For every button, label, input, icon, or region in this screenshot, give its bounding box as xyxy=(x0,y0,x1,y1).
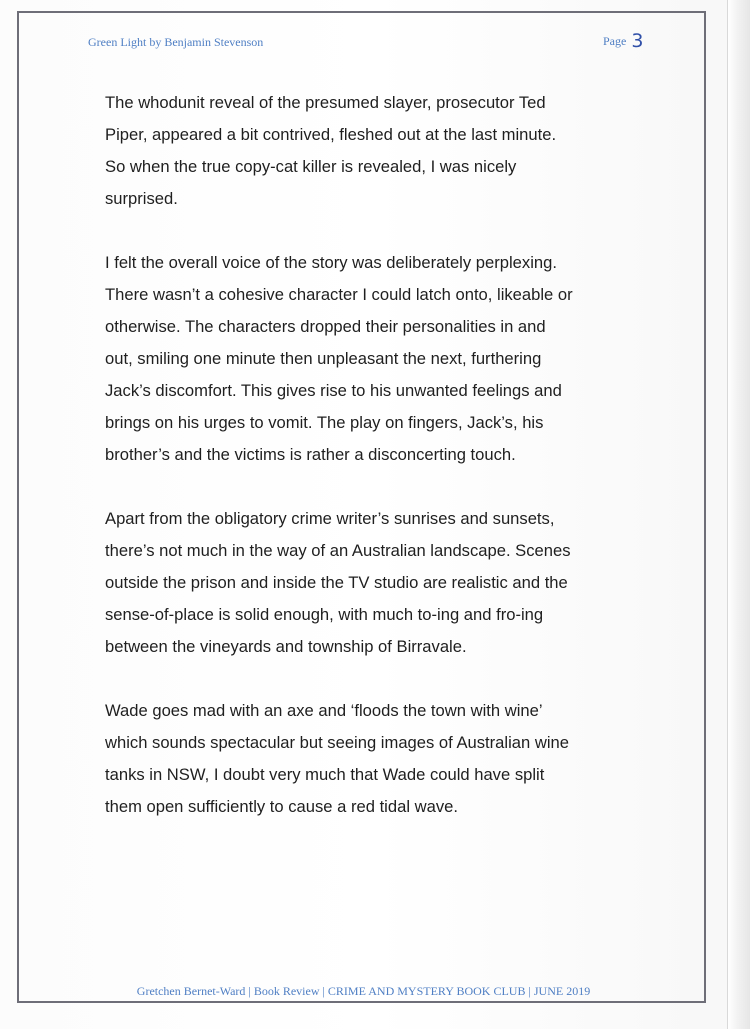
text-line: which sounds spectacular but seeing images of Australian wine xyxy=(105,733,569,752)
text-line: So when the true copy-cat killer is revealed, I was nicely xyxy=(105,157,517,176)
running-header-page xyxy=(603,30,643,52)
paragraph-1 xyxy=(105,87,665,215)
paper-edge xyxy=(727,0,750,1029)
paragraph-2 xyxy=(105,247,665,471)
text-line: Piper, appeared a bit contrived, fleshed out at the last minute. xyxy=(105,125,557,144)
text-line: tanks in NSW, I doubt very much that Wade could have split xyxy=(105,765,545,784)
paragraph-3 xyxy=(105,503,665,663)
text-line: surprised. xyxy=(105,189,178,208)
page-footer: Gretchen Bernet-Ward | Book Review | CRIME AND MYSTERY BOOK CLUB | JUNE 2019 xyxy=(136,984,591,998)
text-line: brother’s and the victims is rather a disconcerting touch. xyxy=(105,445,516,464)
text-line: Apart from the obligatory crime writer’s sunrises and sunsets, xyxy=(105,509,555,528)
text-line: sense-of-place is solid enough, with much to-ing and fro-ing xyxy=(105,605,544,624)
text-line: outside the prison and inside the TV studio are realistic and the xyxy=(105,573,568,592)
text-line: The whodunit reveal of the presumed slayer, prosecutor Ted xyxy=(105,93,546,112)
text-line: There wasn’t a cohesive character I could latch onto, likeable or xyxy=(105,285,573,304)
text-line: Jack’s discomfort. This gives rise to his unwanted feelings and xyxy=(105,381,562,400)
running-header-title: Green Light by Benjamin Stevenson xyxy=(88,35,264,49)
paragraph-4 xyxy=(105,695,665,823)
text-line: I felt the overall voice of the story was deliberately perplexing. xyxy=(105,253,557,272)
page-label: Page xyxy=(603,34,627,48)
text-line: them open sufficiently to cause a red tidal wave. xyxy=(105,797,458,816)
text-line: there’s not much in the way of an Australian landscape. Scenes xyxy=(105,541,571,560)
text-line: brings on his urges to vomit. The play on fingers, Jack’s, his xyxy=(105,413,544,432)
text-line: otherwise. The characters dropped their personalities in and xyxy=(105,317,546,336)
text-line: Wade goes mad with an axe and ‘floods the town with wine’ xyxy=(105,701,543,720)
page-number: 3 xyxy=(631,30,644,52)
text-line: out, smiling one minute then unpleasant the next, furthering xyxy=(105,349,542,368)
review-body xyxy=(105,87,665,855)
text-line: between the vineyards and township of Birravale. xyxy=(105,637,467,656)
